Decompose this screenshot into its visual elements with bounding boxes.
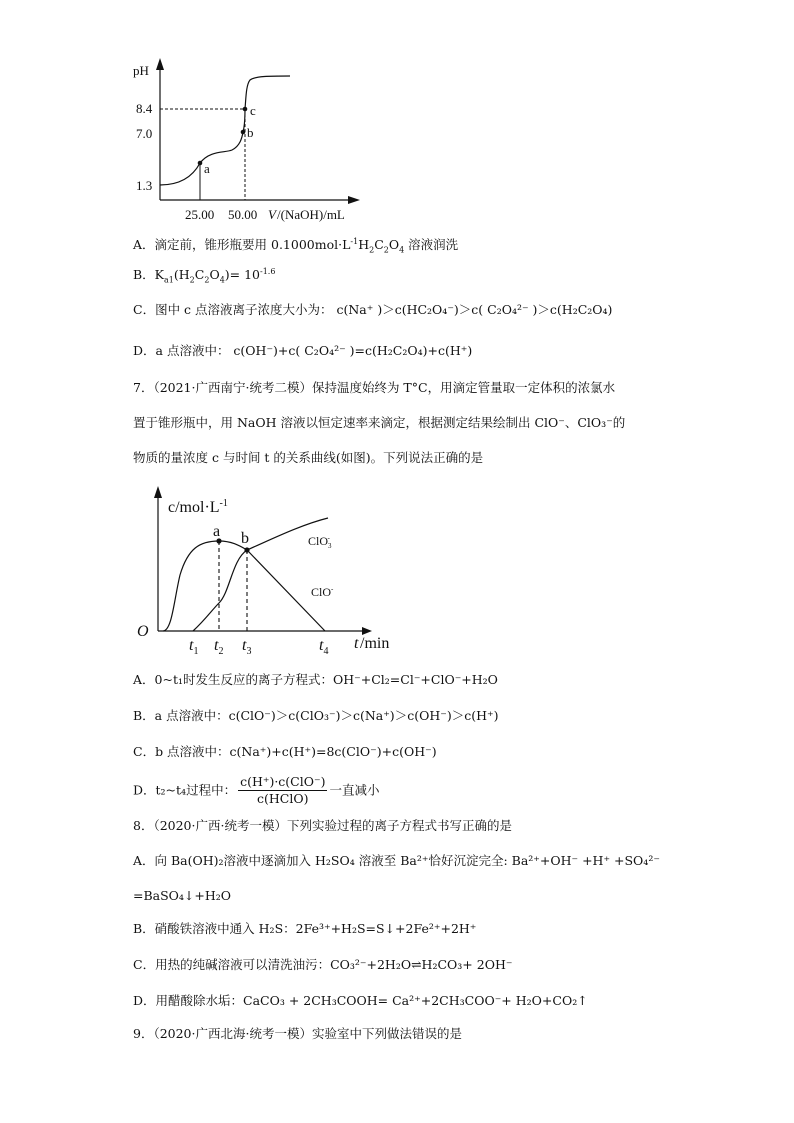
y-axis-label: pH	[133, 63, 149, 78]
x-axis-arrow-icon	[348, 196, 360, 204]
q8-option-c: C．用热的纯碱溶液可以清洗油污：CO₃²⁻+2H₂O⇌H₂CO₃+ 2OH⁻	[133, 957, 513, 972]
ph-titration-chart	[120, 55, 370, 225]
q8-option-a-line1: A．向 Ba(OH)₂溶液中逐滴加入 H₂SO₄ 溶液至 Ba²⁺恰好沉淀完全: Ba²⁺+OH⁻ +H⁺ +SO₄²⁻	[133, 853, 660, 868]
q7-stem-line2: 置于锥形瓶中，用 NaOH 溶液以恒定速率来滴定，根据测定结果绘制出 ClO⁻、ClO₃⁻的	[133, 415, 626, 430]
label-a: a	[204, 161, 210, 176]
q7-stem-line1: 7．（2021·广西南宁·统考二模）保持温度始终为 T°C，用滴定管量取一定体积的浓氯水	[133, 380, 616, 395]
q6-option-d: D．a 点溶液中： c(OH⁻)+c( C₂O₄²⁻ )=c(H₂C₂O₄)+c(H⁺)	[133, 343, 473, 358]
q7-stem-line3: 物质的量浓度 c 与时间 t 的关系曲线(如图)。下列说法正确的是	[133, 450, 484, 465]
y-axis-arrow-icon	[156, 58, 164, 70]
x-axis-label-t: t	[354, 635, 359, 652]
point-b	[244, 547, 249, 552]
x-axis-label-rest: /(NaOH)/mL	[277, 207, 345, 222]
q8-option-d: D．用醋酸除水垢：CaCO₃ + 2CH₃COOH= Ca²⁺+2CH₃COO⁻+ H₂O+CO₂↑	[133, 993, 588, 1008]
y-tick-1.3: 1.3	[136, 178, 153, 193]
x-tick-50: 50.00	[228, 207, 258, 222]
ph-curve	[160, 76, 290, 185]
q6-option-c: C．图中 c 点溶液离子浓度大小为： c(Na⁺ )＞c(HC₂O₄⁻)＞c( C₂O₄²⁻ )＞c(H₂C₂O₄)	[133, 302, 613, 317]
q8-option-a-line2: =BaSO₄↓+H₂O	[133, 888, 232, 903]
q8-stem: 8．（2020·广西·统考一模）下列实验过程的离子方程式书写正确的是	[133, 818, 512, 833]
label-a: a	[213, 523, 221, 540]
x-axis-arrow-icon	[362, 627, 372, 635]
label-b: b	[247, 125, 254, 140]
label-c: c	[250, 103, 256, 118]
y-axis-label: $c/mol\cdot L^{-1}$	[168, 498, 228, 516]
point-b	[241, 130, 246, 135]
origin-label: O	[137, 623, 149, 640]
concentration-time-chart	[130, 482, 410, 660]
x-tick-t1: $t_1$	[189, 637, 199, 657]
fraction: $\frac{\text{c(H⁺)·c(ClO⁻)}}{\text{c(HClO)}}$	[240, 774, 326, 806]
label-b: b	[241, 530, 249, 547]
x-tick-t3: $t_3$	[242, 637, 252, 657]
x-axis-label-v: V	[268, 207, 276, 222]
x-tick-t2: $t_2$	[214, 637, 224, 657]
q7-option-a: A．0~t₁时发生反应的离子方程式：OH⁻+Cl₂=Cl⁻+ClO⁻+H₂O	[133, 672, 498, 687]
point-a	[198, 161, 203, 166]
q8-option-b: B．硝酸铁溶液中通入 H₂S：2Fe³⁺+H₂S=S↓+2Fe²⁺+2H⁺	[133, 921, 477, 936]
x-tick-25: 25.00	[185, 207, 215, 222]
x-tick-t4: $t_4$	[319, 637, 329, 657]
point-c	[243, 107, 248, 112]
x-axis-label: /min	[360, 635, 390, 652]
q7-option-d: D．t₂~t₄过程中： $\frac{\text{c(H⁺)·c(ClO⁻)}}{\text{c(HClO)}}$ 一直减小	[133, 774, 380, 806]
q6-option-b: B．$K_{a1}(H_2C_2O_4)= 10^{-1.6}$	[133, 267, 276, 285]
label-clo: ClO-	[311, 585, 334, 599]
q7-option-c: C．b 点溶液中：c(Na⁺)+c(H⁺)=8c(ClO⁻)+c(OH⁻)	[133, 744, 437, 759]
q7-option-b: B．a 点溶液中：c(ClO⁻)＞c(ClO₃⁻)＞c(Na⁺)＞c(OH⁻)＞c(H⁺)	[133, 708, 499, 723]
clo-minus-curve	[163, 541, 325, 631]
q6-option-a: A．滴定前，锥形瓶要用 $0.1000mol\cdot L^{-1}H_2C_2O_4$ 溶液润洗	[133, 237, 459, 255]
y-tick-8.4: 8.4	[136, 101, 153, 116]
y-axis-arrow-icon	[154, 486, 162, 498]
y-tick-7.0: 7.0	[136, 126, 153, 141]
q9-stem: 9．（2020·广西北海·统考一模）实验室中下列做法错误的是	[133, 1026, 462, 1041]
label-clo3: ClO$_3$-	[308, 534, 332, 550]
